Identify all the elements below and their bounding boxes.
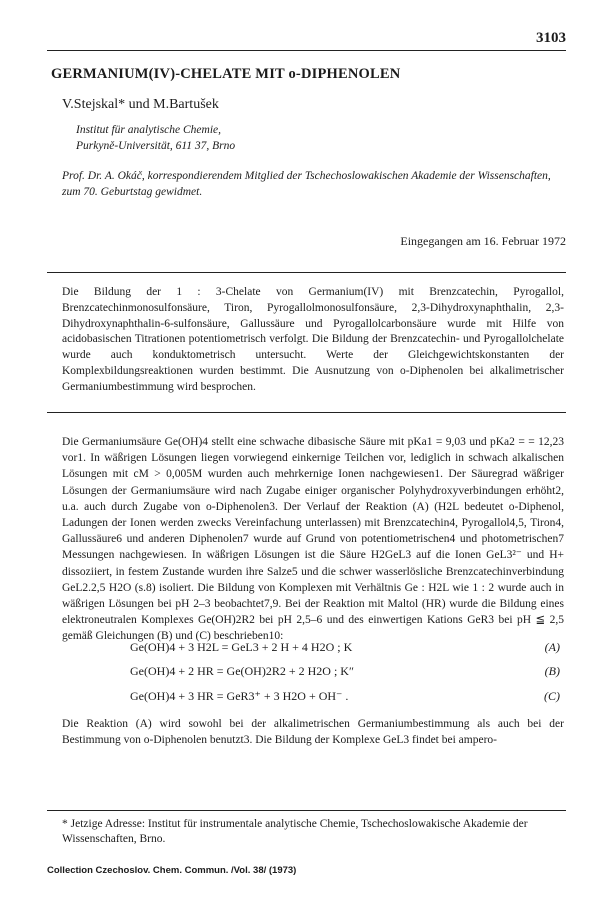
footnote: * Jetzige Adresse: Institut für instrumentale analytische Chemie, Tschechoslowakische Akademie der Wissenschaften, Brno. xyxy=(62,818,528,845)
abstract-bottom-rule xyxy=(47,412,566,413)
authors: V.Stejskal* und M.Bartušek xyxy=(62,97,219,112)
abstract-top-rule xyxy=(47,272,566,273)
equation-c-label: (C) xyxy=(544,689,560,703)
received-date: Eingegangen am 16. Februar 1972 xyxy=(400,234,566,248)
journal-line: Collection Czechoslov. Chem. Commun. /Vol. 38/ (1973) xyxy=(47,865,297,876)
equation-a: Ge(OH)4 + 3 H2L = GeL3 + 2 H + 4 H2O ; K xyxy=(130,640,353,654)
equation-b: Ge(OH)4 + 2 HR = Ge(OH)2R2 + 2 H2O ; K″ xyxy=(130,664,354,678)
page-number: 3103 xyxy=(536,30,566,46)
body-paragraph-1: Die Germaniumsäure Ge(OH)4 stellt eine schwache dibasische Säure mit pKa1 = 9,03 und pKa2 = = 12,23 vor1. In wäßrigen Lösungen liegen vorwiegend einkernige Teilchen vor, lediglich in schwach alkalischen Lösungen mit cM > 0,005M wurden auch mehrkernige Ionen nachgewiesen1. Der Säuregrad wäßriger Lösungen der Germaniumsäure wird nach Zugabe einiger organischer Polyhydroxyverbindungen erhöht2, u.a. auch durch Zugabe von o-Diphenolen3. Der Verlauf der Reaktion (A) (H2L bedeutet o-Diphenol, Ladungen der Ionen werden zwecks Vereinfachung unterlassen) mit Brenzcatechin4, Pyrogallol4,5, Tiron4, Gallussäure6 und anderen Diphenolen7 wurde auf Grund von potentiometrischen4 und photometrischen7 Messungen nachgewiesen. In wäßrigen Lösungen ist die Säure H2GeL3 auf die Ionen GeL3²⁻ und H+ dissoziiert, in festem Zustande wurden ihre Salze5 und die schwer wasserlösliche Brenzcatechinverbindung GeL2.2,5 H2O (s.8) isoliert. Die Bildung von Komplexen mit Verhältnis Ge : H2L wie 1 : 2 wurde auch in wäßrigen Lösungen bei pH 2–3 beobachtet7,9. Bei der Reaktion mit Maltol (HR) wurde die Bildung eines elektroneutralen Komplexes Ge(OH)2R2 bei pH 2,5–6 und des einwertigen Kations GeR3 bei pH ≦ 2,5 gemäß Gleichungen (B) und (C) beschrieben10: xyxy=(62,436,564,643)
article-title: GERMANIUM(IV)-CHELATE MIT o-DIPHENOLEN xyxy=(51,66,401,82)
abstract: Die Bildung der 1 : 3-Chelate von Germanium(IV) mit Brenzcatechin, Pyrogallol, Brenzcatechinmonosulfonsäure, Tiron, Pyrogallolmonosulfonsäure, 2,3-Dihydroxynaphthalin, 2,3-Dihydroxynaphthalin-6-sulfonsäure, Gallussäure und Pyrogallolcarbonsäure wurde mit Hilfe von acidobasischen Titrationen potentiometrisch verfolgt. Die Bildung der Brenzcatechin- und Pyrogallolchelate wurde auch konduktometrisch untersucht. Werte der Gleichgewichtskonstanten der Komplexbildungsreaktionen wurden bestimmt. Die Ausnutzung von o-Diphenolen bei alkalimetrischer Germaniumbestimmung wird besprochen. xyxy=(62,286,564,393)
body-paragraph-2: Die Reaktion (A) wird sowohl bei der alkalimetrischen Germaniumbestimmung als auch bei der Bestimmung von o-Diphenolen benutzt3. Die Bildung der Komplexe GeL3 findet bei ampero- xyxy=(62,718,564,747)
equation-b-label: (B) xyxy=(544,664,560,678)
equation-a-label: (A) xyxy=(544,640,560,654)
footnote-rule xyxy=(47,810,566,811)
institute-line-1: Institut für analytische Chemie, xyxy=(76,124,222,136)
header-rule xyxy=(47,50,566,51)
equation-c: Ge(OH)4 + 3 HR = GeR3⁺ + 3 H2O + OH⁻ . xyxy=(130,689,349,703)
dedication: Prof. Dr. A. Okáč, korrespondierendem Mitglied der Tschechoslowakischen Akademie der Wissenschaften, zum 70. Geburtstag gewidmet. xyxy=(62,170,551,198)
institute-line-2: Purkyně-Universität, 611 37, Brno xyxy=(76,140,236,152)
